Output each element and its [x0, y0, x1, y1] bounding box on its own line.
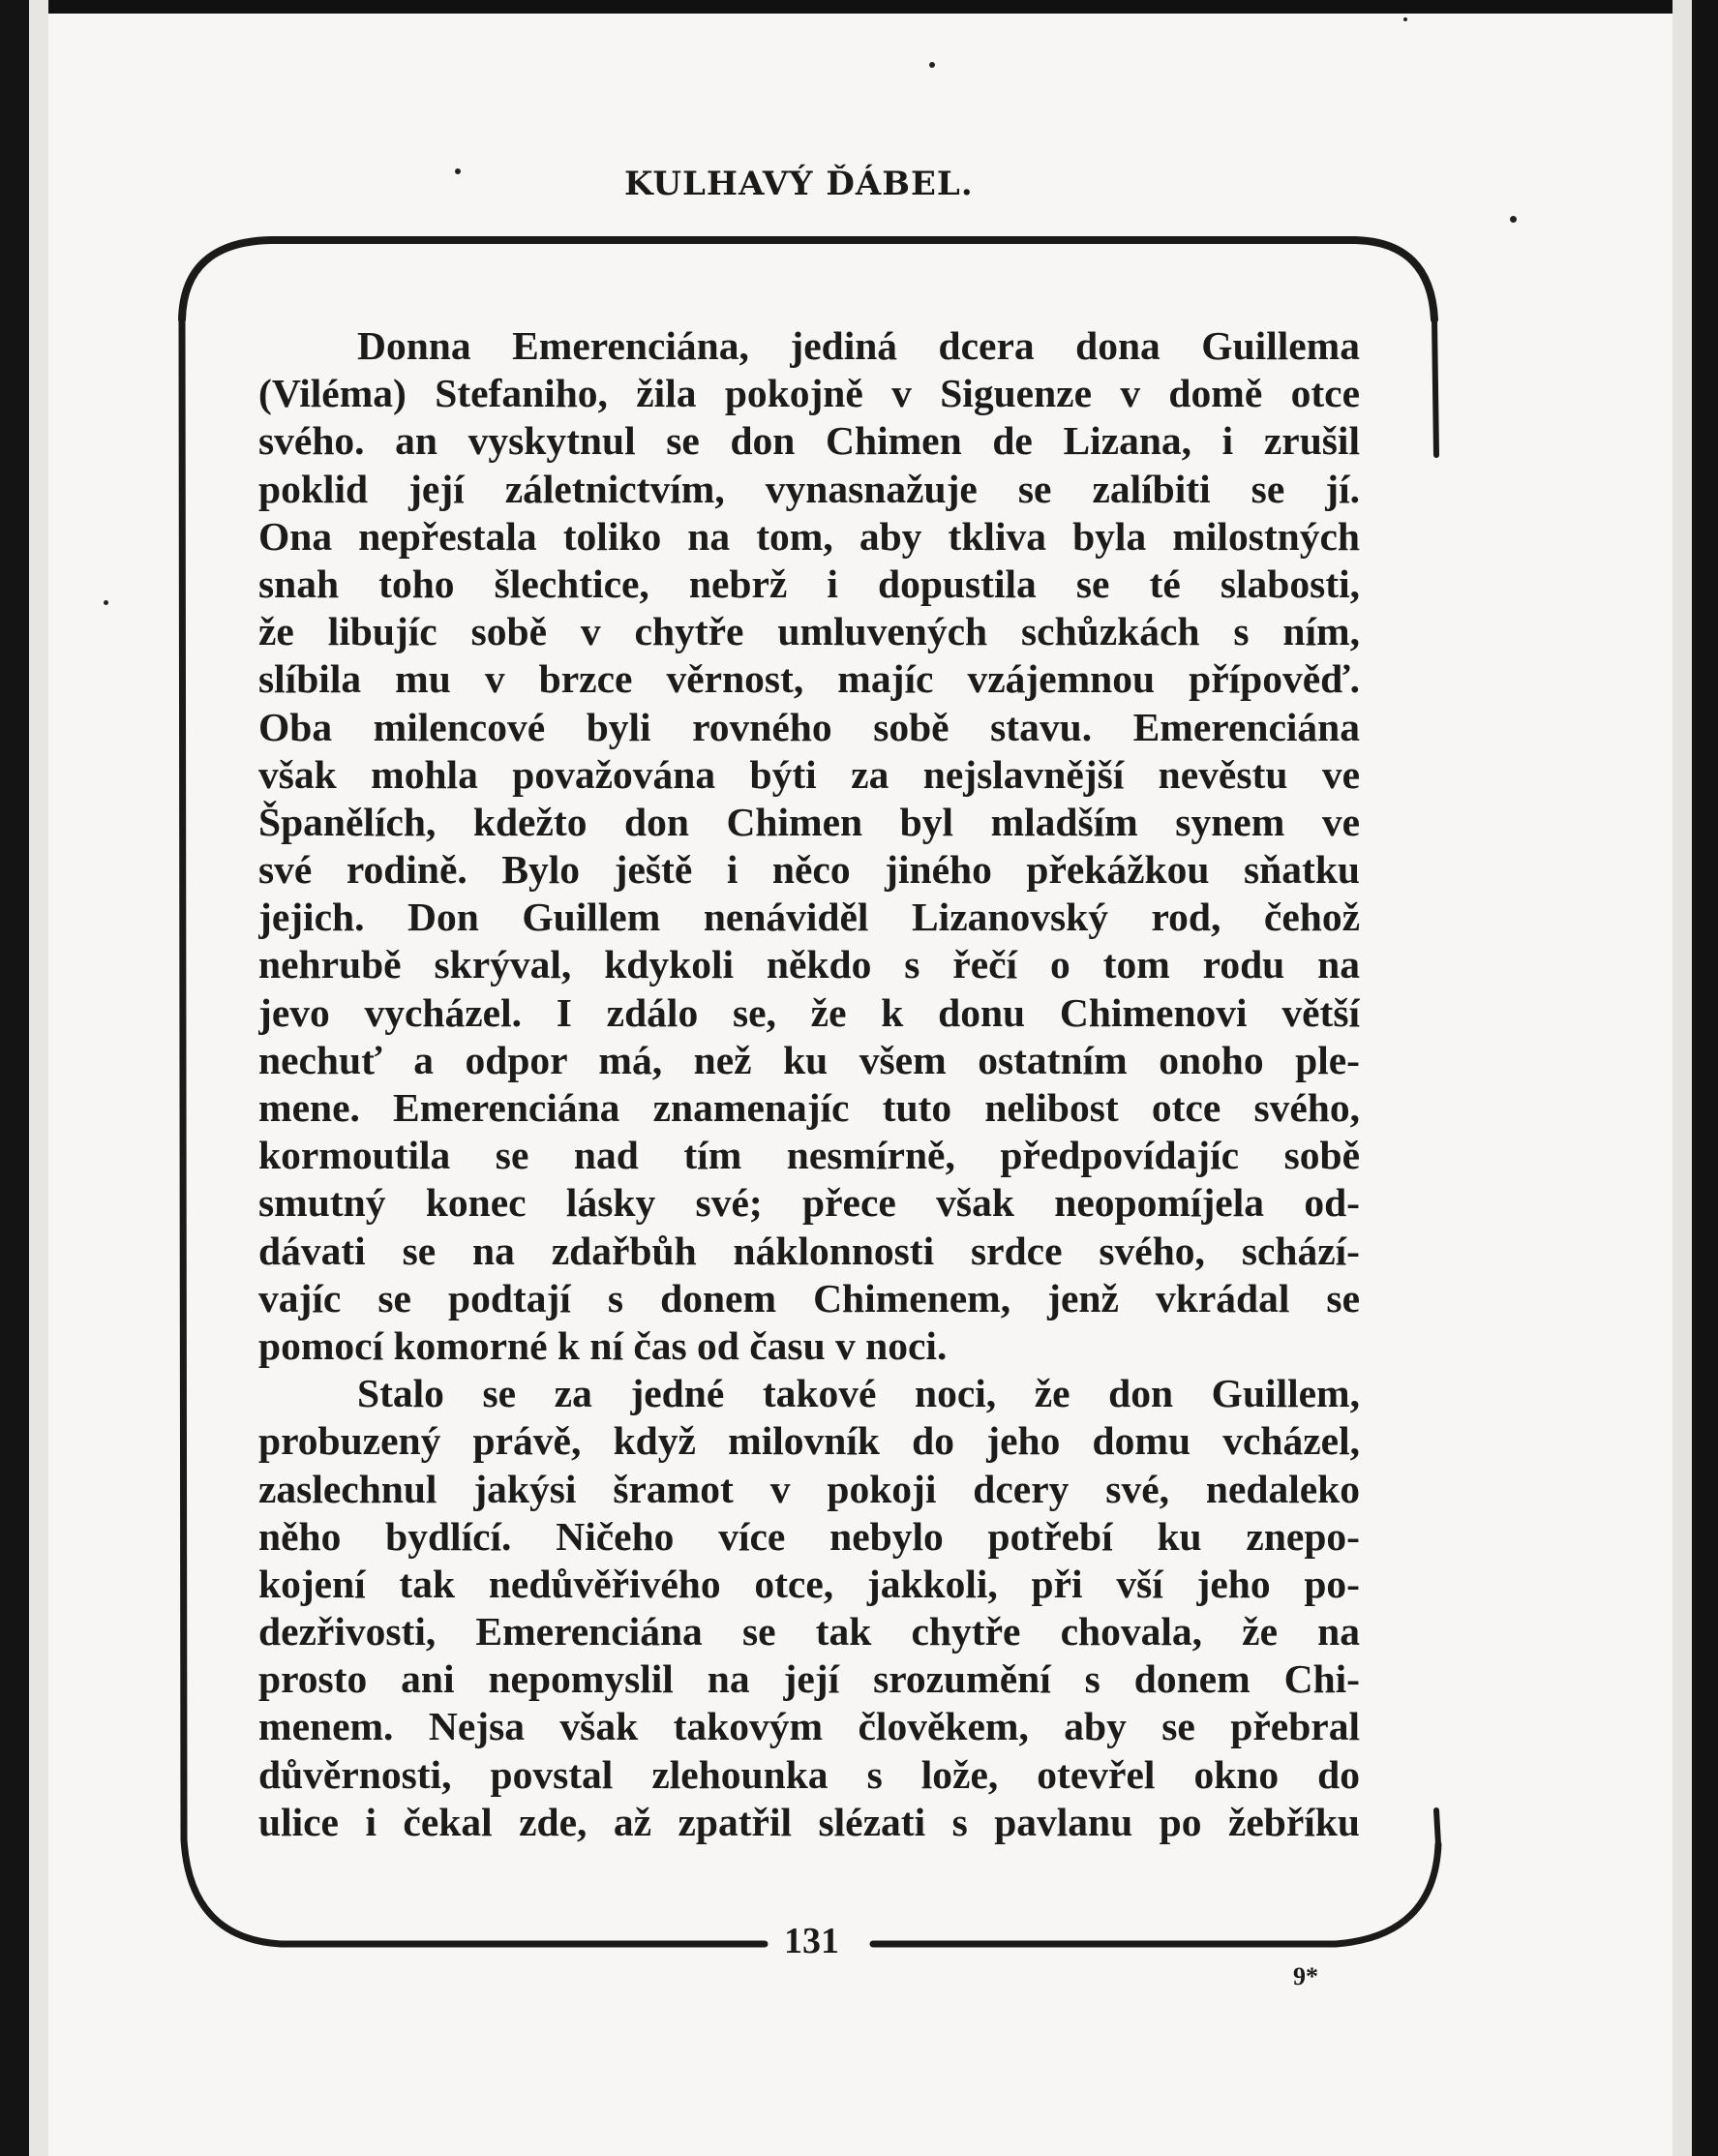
text-line: vajíc se podtají s donem Chimenem, jenž vkrádal se: [258, 1275, 1360, 1321]
text-line: ulice i čekal zde, až zpatřil slézati s pavlanu po žebříku: [258, 1799, 1360, 1844]
text-line: však mohla považována býti za nejslavnější nevěstu ve: [258, 751, 1360, 797]
text-line: probuzený právě, když milovník do jeho domu vcházel,: [258, 1418, 1360, 1464]
text-line: dávati se na zdařbůh náklonnosti srdce svého, schází-: [258, 1228, 1360, 1273]
text-line: Oba milencové byli rovného sobě stavu. Emerenciána: [258, 704, 1360, 749]
text-line: nechuť a odpor má, než ku všem ostatním onoho ple-: [258, 1037, 1360, 1082]
text-line: důvěrnosti, povstal zlehounka s lože, otevřel okno do: [258, 1751, 1360, 1797]
text-line: menem. Nejsa však takovým člověkem, aby se přebral: [258, 1704, 1360, 1749]
text-line: Donna Emerenciána, jediná dcera dona Guillema: [357, 323, 1360, 368]
text-line: nehrubě skrýval, kdykoli někdo s řečí o tom rodu na: [258, 942, 1360, 987]
text-line: Stalo se za jedné takové noci, že don Guillem,: [357, 1371, 1360, 1416]
text-line: pomocí komorné k ní čas od času v noci.: [258, 1322, 948, 1368]
text-line: své rodině. Bylo ještě i něco jiného překážkou sňatku: [258, 847, 1360, 893]
body-text: [258, 322, 1360, 1846]
text-line: že libujíc sobě v chytře umluvených schůzkách s ním,: [258, 609, 1360, 654]
text-line: Španělích, kdežto don Chimen byl mladším synem ve: [258, 799, 1360, 844]
text-line: Ona nepřestala toliko na tom, aby tkliva byla milostných: [258, 513, 1360, 559]
text-line: slíbila mu v brzce věrnost, majíc vzájemnou přípověď.: [258, 656, 1360, 702]
text-line: dezřivosti, Emerenciána se tak chytře chovala, že na: [258, 1609, 1360, 1655]
text-line: kormoutila se nad tím nesmírně, předpovídajíc sobě: [258, 1133, 1360, 1178]
text-line: něho bydlící. Ničeho více nebylo potřebí ku znepo-: [258, 1513, 1360, 1559]
text-line: mene. Emerenciána znamenajíc tuto nelibost otce svého,: [258, 1085, 1360, 1130]
text-line: zaslechnul jakýsi šramot v pokoji dcery své, nedaleko: [258, 1466, 1360, 1511]
text-line: svého. an vyskytnul se don Chimen de Lizana, i zrušil: [258, 418, 1360, 464]
text-line: prosto ani nepomyslil na její srozumění s donem Chi-: [258, 1656, 1360, 1702]
text-line: poklid její záletnictvím, vynasnažuje se zalíbiti se jí.: [258, 466, 1360, 511]
paragraph: [258, 322, 1360, 1370]
text-line: (Viléma) Stefaniho, žila pokojně v Siguenze v domě otce: [258, 371, 1360, 416]
running-head: KULHAVÝ ĎÁBEL.: [624, 165, 974, 203]
page-number: 131: [784, 1921, 839, 1961]
signature-mark: 9*: [1293, 1962, 1318, 1990]
text-line: jevo vycházel. I zdálo se, že k donu Chimenovi větší: [258, 989, 1360, 1035]
paragraph: [258, 1370, 1360, 1846]
text-line: jejich. Don Guillem nenáviděl Lizanovský rod, čehož: [258, 895, 1360, 940]
text-line: smutný konec lásky své; přece však neopomíjela od-: [258, 1180, 1360, 1226]
text-line: snah toho šlechtice, nebrž i dopustila se té slabosti,: [258, 561, 1360, 606]
text-line: kojení tak nedůvěřivého otce, jakkoli, při vší jeho po-: [258, 1561, 1360, 1606]
